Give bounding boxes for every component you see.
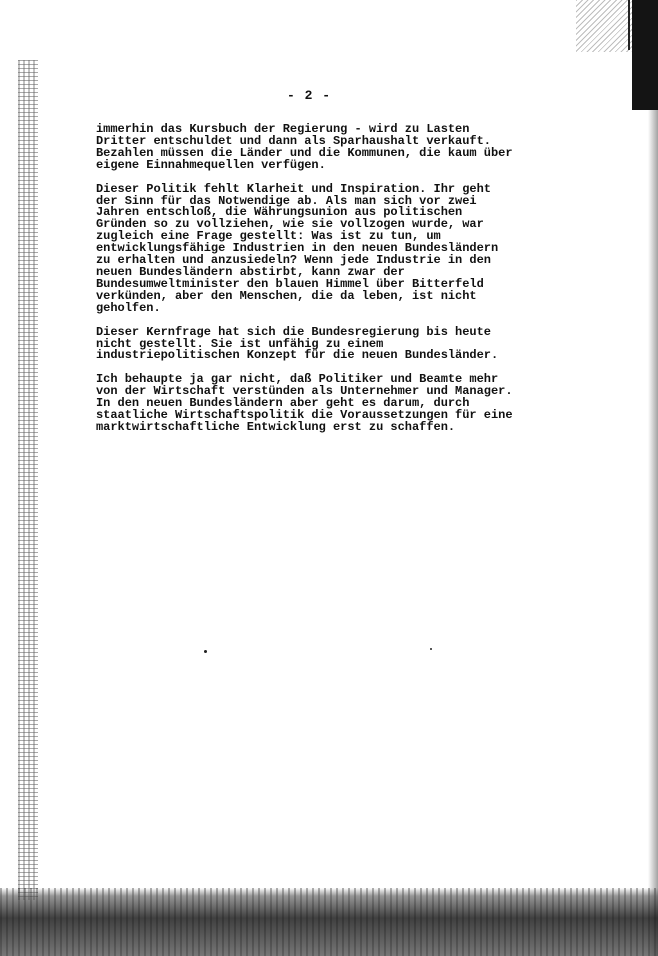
text-line: industriepolitischen Konzept für die neuen Bundesländer. [96, 348, 499, 363]
text-line: Bezahlen müssen die Länder und die Kommunen, die kaum über [96, 145, 513, 160]
text-line: von der Wirtschaft verstünden als Unternehmer und Manager. [96, 384, 513, 399]
text-line: nicht gestellt. Sie ist unfähig zu einem [96, 336, 384, 351]
paragraph-3 [96, 324, 526, 363]
text-line: zu erhalten und anzusiedeln? Wenn jede Industrie in den [96, 253, 491, 268]
page-number: - 2 - [286, 88, 331, 103]
text-line: Jahren entschloß, die Währungsunion aus politischen [96, 205, 463, 220]
text-line: marktwirtschaftliche Entwicklung erst zu schaffen. [96, 419, 456, 434]
text-line: der Sinn für das Notwendige ab. Als man sich vor zwei [96, 193, 477, 208]
text-line: Dritter entschuldet und dann als Sparhaushalt verkauft. [96, 133, 491, 148]
document-body [96, 124, 526, 446]
text-line: Bundesumweltminister den blauen Himmel über Bitterfeld [96, 276, 484, 291]
text-line: Gründen so zu vollziehen, wie sie vollzogen wurde, war [96, 217, 484, 232]
text-line: Dieser Kernfrage hat sich die Bundesregierung bis heute [96, 324, 491, 339]
scan-artifact-top-right [576, 0, 632, 52]
paragraph-2 [96, 181, 526, 315]
paragraph-4 [96, 374, 526, 434]
text-line: neuen Bundesländern abstirbt, kann zwar der [96, 264, 405, 279]
text-line: zugleich eine Frage gestellt: Was ist zu tun, um [96, 229, 441, 244]
text-line: immerhin das Kursbuch der Regierung - wird zu Lasten [96, 122, 470, 136]
text-line: In den neuen Bundesländern aber geht es darum, durch [96, 396, 470, 411]
scan-artifact-right-bar [632, 0, 658, 110]
text-line: staatliche Wirtschaftspolitik die Voraussetzungen für eine [96, 408, 513, 423]
text-line: entwicklungsfähige Industrien in den neuen Bundesländern [96, 241, 499, 256]
text-line: eigene Einnahmequellen verfügen. [96, 157, 326, 172]
scan-artifact-right-edge [648, 110, 658, 956]
speck [430, 648, 432, 650]
speck [204, 650, 207, 653]
scan-artifact-bottom-edge [0, 888, 658, 956]
text-line: Dieser Politik fehlt Klarheit und Inspiration. Ihr geht [96, 181, 491, 196]
text-line: Ich behaupte ja gar nicht, daß Politiker und Beamte mehr [96, 372, 499, 387]
text-line: verkünden, aber den Menschen, die da leben, ist nicht [96, 288, 477, 303]
paragraph-1 [96, 124, 526, 172]
text-line: geholfen. [96, 300, 161, 315]
scan-artifact-left-edge [18, 60, 38, 900]
